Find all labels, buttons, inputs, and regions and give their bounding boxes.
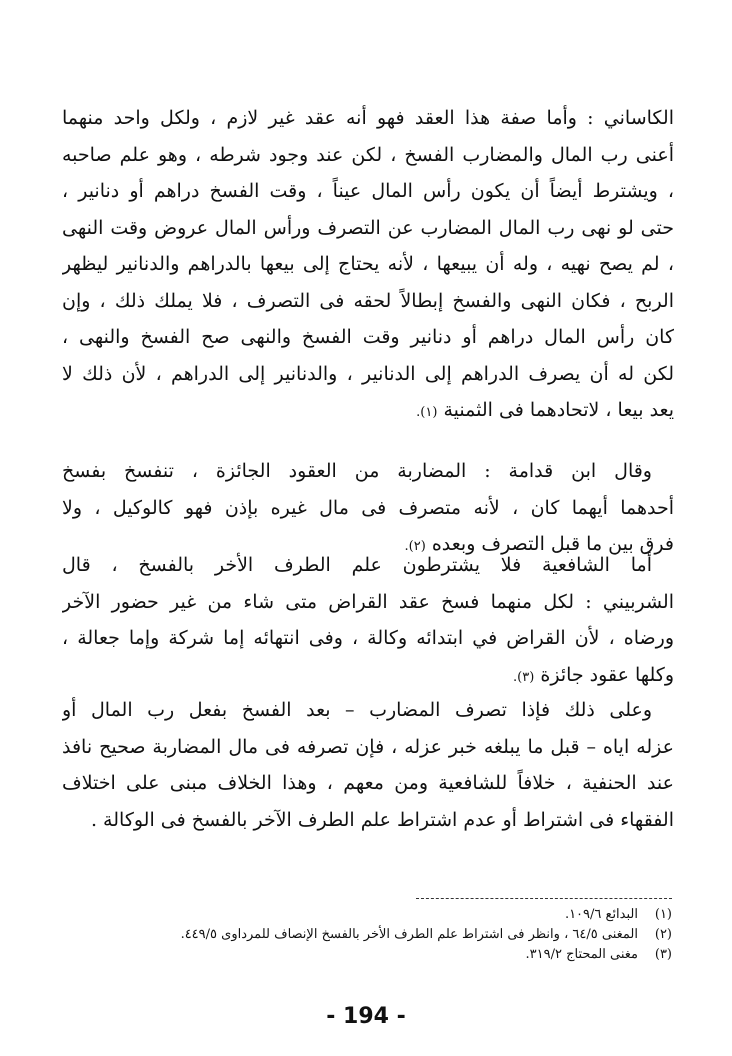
- footnote: [120, 945, 672, 965]
- paragraph-conclusion: [62, 692, 674, 838]
- text-line: عزله اياه – قبل ما يبلغه خبر عزله ، فإن تصرفه فى مال المضاربة صحيح نافذ: [62, 735, 674, 758]
- text-line: أحدهما أيهما كان ، لأنه متصرف فى مال غيره بإذن فهو كالوكيل ، ولا: [62, 496, 674, 519]
- page-number: - 194 -: [326, 1004, 406, 1029]
- text-line: ورضاه ، لأن القراض في ابتدائه وكالة ، وفى انتهائه إما شركة وإما جعالة ،: [62, 627, 674, 649]
- footnotes: [120, 905, 672, 965]
- footnote-ref: (٣).: [513, 669, 535, 685]
- footnote: [120, 925, 672, 945]
- line-text: يعد بيعا ، لاتحادهما فى الثمنية: [443, 399, 674, 421]
- paragraph-shafiiyya: [62, 547, 674, 696]
- footnote-number: (١): [654, 907, 672, 922]
- text-line: [62, 657, 674, 697]
- text-line: أعنى رب المال والمضارب الفسخ ، لكن عند وجود شرطه ، وهو علم صاحبه: [62, 143, 674, 166]
- text-line: كان رأس المال دراهم أو دنانير وقت الفسخ والنهى صح الفسخ والنهى ،: [62, 326, 674, 348]
- text-line: حتى لو نهى رب المال المضارب عن التصرف ورأس المال عروض وقت النهى: [62, 216, 674, 239]
- text-line: ، لم يصح نهيه ، وله أن يبيعها ، لأنه يحتاج إلى بيعها بالدراهم والدنانير ليظهر: [62, 253, 674, 275]
- footnote-number: (٢): [654, 927, 672, 942]
- footnote-ref: (١).: [416, 405, 438, 420]
- text-line: الربح ، فكان النهى والفسخ إبطالاً لحقه فى التصرف ، فلا يملك ذلك ، وإن: [62, 289, 674, 312]
- footnote-text: مغنى المحتاج ٣١٩/٢.: [525, 947, 638, 962]
- footnote-ref: (٢).: [404, 539, 426, 554]
- text-line: أما الشافعية فلا يشترطون علم الطرف الأخر بالفسخ ، قال: [62, 554, 652, 576]
- line-text: فرق بين ما قبل التصرف وبعده: [431, 533, 674, 555]
- text-line: الشربيني : لكل منهما فسخ عقد القراض متى شاء من غير حضور الآخر: [62, 590, 674, 613]
- text-line: ، ويشترط أيضاً أن يكون رأس المال عيناً ، وقت الفسخ دراهم أو دنانير ،: [62, 180, 674, 202]
- text-line: الفقهاء فى اشتراط أو عدم اشتراط علم الطرف الآخر بالفسخ فى الوكالة .: [90, 808, 674, 831]
- text-line: الكاساني : وأما صفة هذا العقد فهو أنه عقد غير لازم ، ولكل واحد منهما: [62, 107, 674, 129]
- text-line: وقال ابن قدامة : المضاربة من العقود الجائزة ، تنفسخ بفسخ: [62, 460, 652, 482]
- text-line: [62, 392, 674, 432]
- footnote-number: (٣): [654, 947, 672, 962]
- footnote-text: المغنى ٦٤/٥ ، وانظر فى اشتراط علم الطرف الأخر بالفسخ الإنصاف للمرداوى ٤٤٩/٥.: [180, 927, 638, 942]
- text-line: لكن له أن يصرف الدراهم إلى الدنانير ، والدنانير إلى الدراهم ، لأن ذلك لا: [62, 362, 674, 385]
- footnote-text: البدائع ١٠٩/٦.: [564, 907, 638, 922]
- text-line: وعلى ذلك فإذا تصرف المضارب – بعد الفسخ بفعل رب المال أو: [62, 699, 652, 721]
- footnote-divider: [416, 898, 672, 899]
- paragraph-kasani: [62, 100, 674, 432]
- line-text: وكلها عقود جائزة: [540, 663, 674, 686]
- footnote: [120, 905, 672, 925]
- text-line: عند الحنفية ، خلافاً للشافعية ومن معهم ، وهذا الخلاف مبنى على اختلاف: [62, 772, 674, 794]
